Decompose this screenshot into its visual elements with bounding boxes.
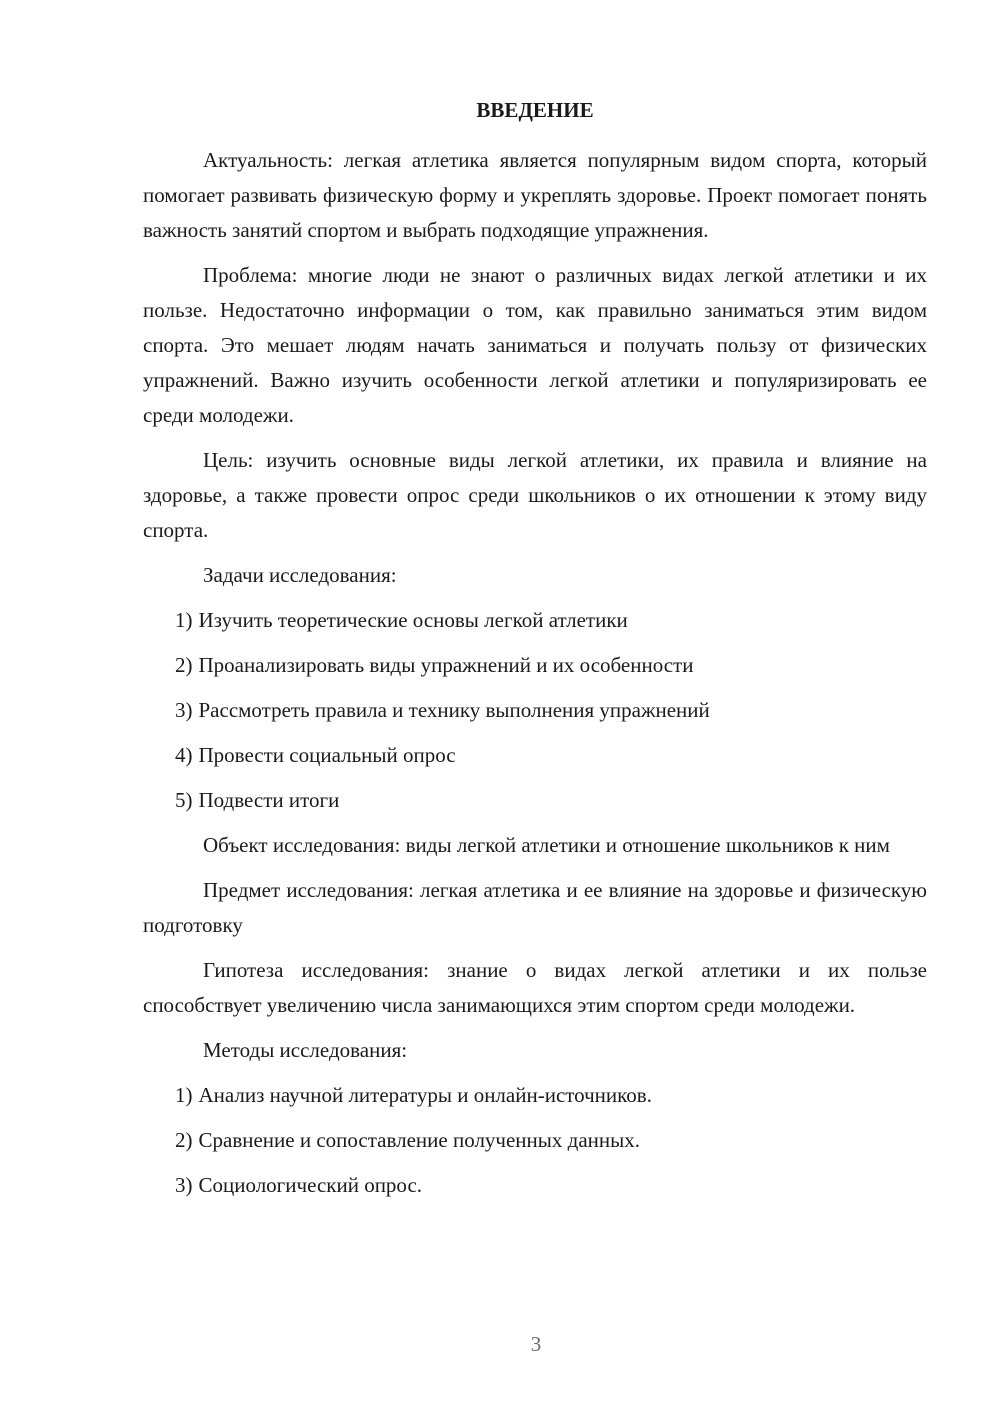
hypothesis-paragraph: Гипотеза исследования: знание о видах легкой атлетики и их пользе способствует увеличению числа занимающихся этим спортом среди молодежи. xyxy=(143,958,927,1017)
problem-paragraph: Проблема: многие люди не знают о различных видах легкой атлетики и их пользе. Недостаточно информации о том, как правильно заниматься этим видом спорта. Это мешает людям начать заниматься и получать пользу от физических упражнений. Важно изучить особенности легкой атлетики и популяризировать ее среди молодежи. xyxy=(143,263,927,427)
list-number: 1) xyxy=(175,608,193,632)
method-list-item xyxy=(143,1123,927,1158)
page-number: 3 xyxy=(530,1332,542,1356)
task-list-item xyxy=(143,603,927,638)
list-text: Подвести итоги xyxy=(198,788,340,812)
task-list-item xyxy=(143,783,927,818)
list-number: 4) xyxy=(175,743,193,767)
subject-paragraph: Предмет исследования: легкая атлетика и ее влияние на здоровье и физическую подготовку xyxy=(143,878,927,937)
object-paragraph: Объект исследования: виды легкой атлетики и отношение школьников к ним xyxy=(203,833,890,857)
list-number: 2) xyxy=(175,653,193,677)
list-number: 3) xyxy=(175,698,193,722)
list-number: 5) xyxy=(175,788,193,812)
task-list-item xyxy=(143,693,927,728)
list-number: 3) xyxy=(175,1173,193,1197)
list-text: Сравнение и сопоставление полученных данных. xyxy=(198,1128,640,1152)
document-page xyxy=(143,88,927,1213)
list-number: 2) xyxy=(175,1128,193,1152)
method-list-item xyxy=(143,1078,927,1113)
list-text: Анализ научной литературы и онлайн-источников. xyxy=(198,1083,652,1107)
list-text: Провести социальный опрос xyxy=(198,743,456,767)
list-number: 1) xyxy=(175,1083,193,1107)
section-heading: ВВЕДЕНИЕ xyxy=(476,98,594,122)
list-text: Рассмотреть правила и технику выполнения упражнений xyxy=(198,698,710,722)
task-list-item xyxy=(143,648,927,683)
list-text: Изучить теоретические основы легкой атлетики xyxy=(198,608,628,632)
list-text: Социологический опрос. xyxy=(198,1173,423,1197)
tasks-label: Задачи исследования: xyxy=(203,563,397,587)
methods-label: Методы исследования: xyxy=(203,1038,408,1062)
goal-paragraph: Цель: изучить основные виды легкой атлетики, их правила и влияние на здоровье, а также провести опрос среди школьников о их отношении к этому виду спорта. xyxy=(143,448,927,542)
task-list-item xyxy=(143,738,927,773)
method-list-item xyxy=(143,1168,927,1203)
relevance-paragraph: Актуальность: легкая атлетика является популярным видом спорта, который помогает развивать физическую форму и укреплять здоровье. Проект помогает понять важность занятий спортом и выбрать подходящие упражнения. xyxy=(143,148,927,242)
list-text: Проанализировать виды упражнений и их особенности xyxy=(198,653,694,677)
